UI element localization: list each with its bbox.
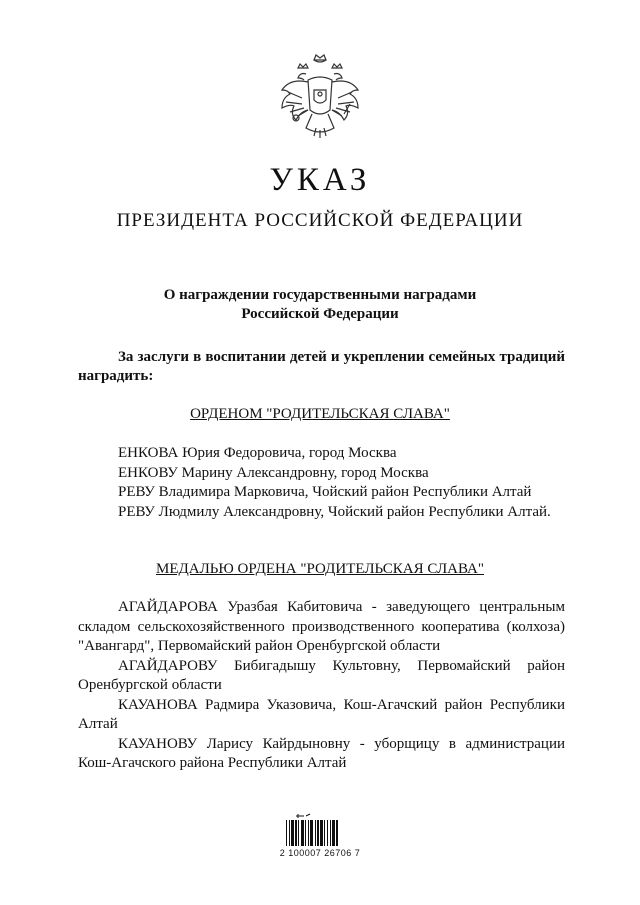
decree-heading-line-2: Российской Федерации (241, 306, 399, 322)
coat-of-arms-emblem (278, 52, 362, 144)
section-title-medal: МЕДАЛЬЮ ОРДЕНА "РОДИТЕЛЬСКАЯ СЛАВА" (156, 561, 484, 577)
award-entry: АГАЙДАРОВУ Бибигадышу Культовну, Первомайский район Оренбургской области (78, 657, 565, 693)
decree-heading-line-1: О награждении государственными наградами (163, 287, 477, 303)
decree-subtitle: ПРЕЗИДЕНТА РОССИЙСКОЙ ФЕДЕРАЦИИ (116, 210, 524, 231)
award-entry: КАУАНОВУ Ларису Кайрдыновну - уборщицу в администрации Кош-Агачского района Республики Алтай (78, 735, 565, 771)
award-entry: АГАЙДАРОВА Уразбая Кабитовича - заведующего центральным складом сельскохозяйственного производственного кооператива (колхоза) "Авангард", Первомайский район Оренбургской области (78, 599, 565, 654)
award-entry: РЕВУ Владимира Марковича, Чойский район Республики Алтай (118, 484, 532, 500)
decree-intro: За заслуги в воспитании детей и укреплении семейных традиций наградить: (78, 349, 565, 384)
decree-title: УКАЗ (269, 162, 371, 198)
barcode (284, 812, 360, 872)
award-entry: РЕВУ Людмилу Александровну, Чойский район Республики Алтай. (118, 503, 551, 520)
decree-heading (0, 286, 640, 324)
award-list-medal (78, 598, 565, 774)
award-entry: КАУАНОВА Радмира Указовича, Кош-Агачский район Республики Алтай (78, 696, 565, 732)
award-entry: ЕНКОВУ Марину Александровну, город Москва (118, 464, 429, 481)
barcode-number: 2 100007 26706 7 (279, 848, 361, 858)
section-title-order: ОРДЕНОМ "РОДИТЕЛЬСКАЯ СЛАВА" (190, 406, 450, 422)
award-entry: ЕНКОВА Юрия Федоровича, город Москва (118, 445, 397, 461)
award-list-order (78, 444, 565, 522)
